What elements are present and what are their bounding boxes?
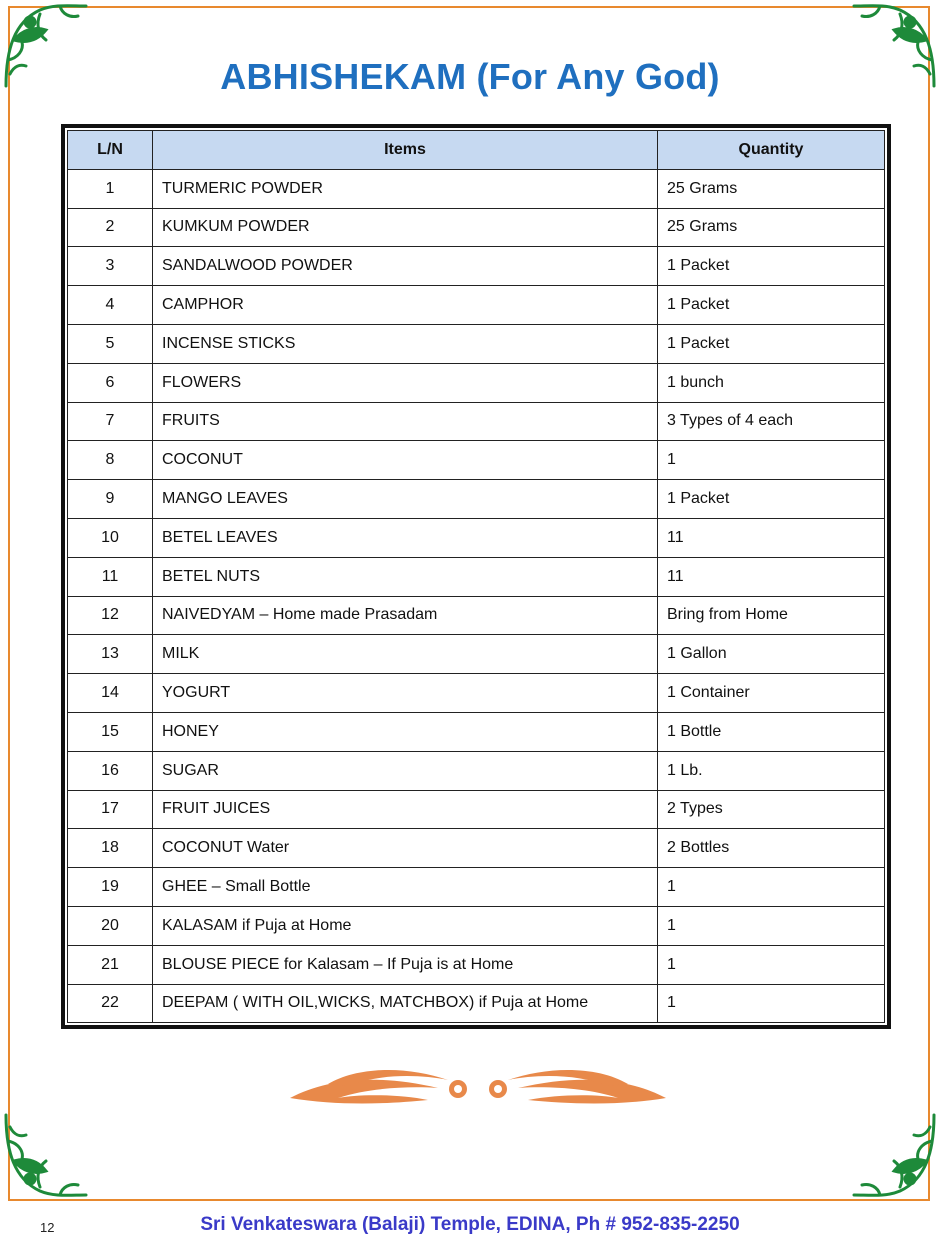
- item-cell: TURMERIC POWDER: [153, 169, 658, 208]
- quantity-cell: 1 Bottle: [658, 712, 885, 751]
- quantity-cell: 1 Packet: [658, 286, 885, 325]
- ln-cell: 10: [68, 518, 153, 557]
- ln-cell: 1: [68, 169, 153, 208]
- ln-cell: 7: [68, 402, 153, 441]
- table-row: [68, 945, 885, 984]
- quantity-cell: 1 Packet: [658, 480, 885, 519]
- item-cell: KUMKUM POWDER: [153, 208, 658, 247]
- table-row: [68, 712, 885, 751]
- decorative-swirl-divider-icon: [288, 1064, 668, 1110]
- header-quantity: Quantity: [658, 131, 885, 170]
- table-row: [68, 208, 885, 247]
- item-cell: FRUIT JUICES: [153, 790, 658, 829]
- item-cell: COCONUT Water: [153, 829, 658, 868]
- ln-cell: 22: [68, 984, 153, 1023]
- quantity-cell: 1 Packet: [658, 324, 885, 363]
- ln-cell: 17: [68, 790, 153, 829]
- table-row: [68, 557, 885, 596]
- table-row: [68, 169, 885, 208]
- ln-cell: 2: [68, 208, 153, 247]
- item-cell: MANGO LEAVES: [153, 480, 658, 519]
- quantity-cell: Bring from Home: [658, 596, 885, 635]
- quantity-cell: 2 Types: [658, 790, 885, 829]
- item-cell: SUGAR: [153, 751, 658, 790]
- ln-cell: 15: [68, 712, 153, 751]
- ln-cell: 13: [68, 635, 153, 674]
- quantity-cell: 1 bunch: [658, 363, 885, 402]
- quantity-cell: 11: [658, 518, 885, 557]
- quantity-cell: 1 Container: [658, 674, 885, 713]
- table-row: [68, 790, 885, 829]
- ln-cell: 6: [68, 363, 153, 402]
- item-cell: BETEL NUTS: [153, 557, 658, 596]
- item-cell: YOGURT: [153, 674, 658, 713]
- table-header-row: [68, 131, 885, 170]
- header-items: Items: [153, 131, 658, 170]
- table-row: [68, 402, 885, 441]
- quantity-cell: 3 Types of 4 each: [658, 402, 885, 441]
- table-row: [68, 518, 885, 557]
- quantity-cell: 25 Grams: [658, 169, 885, 208]
- table-row: [68, 829, 885, 868]
- table-row: [68, 247, 885, 286]
- item-cell: HONEY: [153, 712, 658, 751]
- ln-cell: 20: [68, 906, 153, 945]
- item-cell: NAIVEDYAM – Home made Prasadam: [153, 596, 658, 635]
- ln-cell: 4: [68, 286, 153, 325]
- floral-corner-bottom-right-icon: [848, 1109, 940, 1201]
- table-row: [68, 635, 885, 674]
- quantity-cell: 25 Grams: [658, 208, 885, 247]
- items-table: [67, 130, 885, 1023]
- ln-cell: 19: [68, 868, 153, 907]
- page-title: ABHISHEKAM (For Any God): [220, 56, 720, 97]
- item-cell: MILK: [153, 635, 658, 674]
- ln-cell: 5: [68, 324, 153, 363]
- table-row: [68, 906, 885, 945]
- quantity-cell: 1 Gallon: [658, 635, 885, 674]
- table-row: [68, 441, 885, 480]
- quantity-cell: 1: [658, 441, 885, 480]
- ln-cell: 9: [68, 480, 153, 519]
- ln-cell: 3: [68, 247, 153, 286]
- table-row: [68, 480, 885, 519]
- table-row: [68, 868, 885, 907]
- item-cell: FLOWERS: [153, 363, 658, 402]
- quantity-cell: 1: [658, 984, 885, 1023]
- quantity-cell: 2 Bottles: [658, 829, 885, 868]
- page-number: 12: [40, 1220, 55, 1235]
- ln-cell: 12: [68, 596, 153, 635]
- table-row: [68, 363, 885, 402]
- ln-cell: 14: [68, 674, 153, 713]
- table-row: [68, 674, 885, 713]
- ln-cell: 18: [68, 829, 153, 868]
- ln-cell: 11: [68, 557, 153, 596]
- item-cell: SANDALWOOD POWDER: [153, 247, 658, 286]
- item-cell: GHEE – Small Bottle: [153, 868, 658, 907]
- floral-corner-bottom-left-icon: [0, 1109, 92, 1201]
- item-cell: BETEL LEAVES: [153, 518, 658, 557]
- header-ln: L/N: [68, 131, 153, 170]
- table-row: [68, 751, 885, 790]
- table-row: [68, 596, 885, 635]
- table-row: [68, 286, 885, 325]
- item-cell: BLOUSE PIECE for Kalasam – If Puja is at Home: [153, 945, 658, 984]
- items-table-container: [61, 124, 891, 1029]
- quantity-cell: 1: [658, 945, 885, 984]
- quantity-cell: 1 Lb.: [658, 751, 885, 790]
- ln-cell: 8: [68, 441, 153, 480]
- item-cell: COCONUT: [153, 441, 658, 480]
- item-cell: KALASAM if Puja at Home: [153, 906, 658, 945]
- table-row: [68, 324, 885, 363]
- quantity-cell: 1: [658, 868, 885, 907]
- item-cell: DEEPAM ( WITH OIL,WICKS, MATCHBOX) if Puja at Home: [153, 984, 658, 1023]
- table-row: [68, 984, 885, 1023]
- item-cell: CAMPHOR: [153, 286, 658, 325]
- ln-cell: 16: [68, 751, 153, 790]
- footer-temple-info: Sri Venkateswara (Balaji) Temple, EDINA, Ph # 952-835-2250: [200, 1214, 740, 1235]
- quantity-cell: 1: [658, 906, 885, 945]
- ln-cell: 21: [68, 945, 153, 984]
- item-cell: INCENSE STICKS: [153, 324, 658, 363]
- quantity-cell: 11: [658, 557, 885, 596]
- item-cell: FRUITS: [153, 402, 658, 441]
- quantity-cell: 1 Packet: [658, 247, 885, 286]
